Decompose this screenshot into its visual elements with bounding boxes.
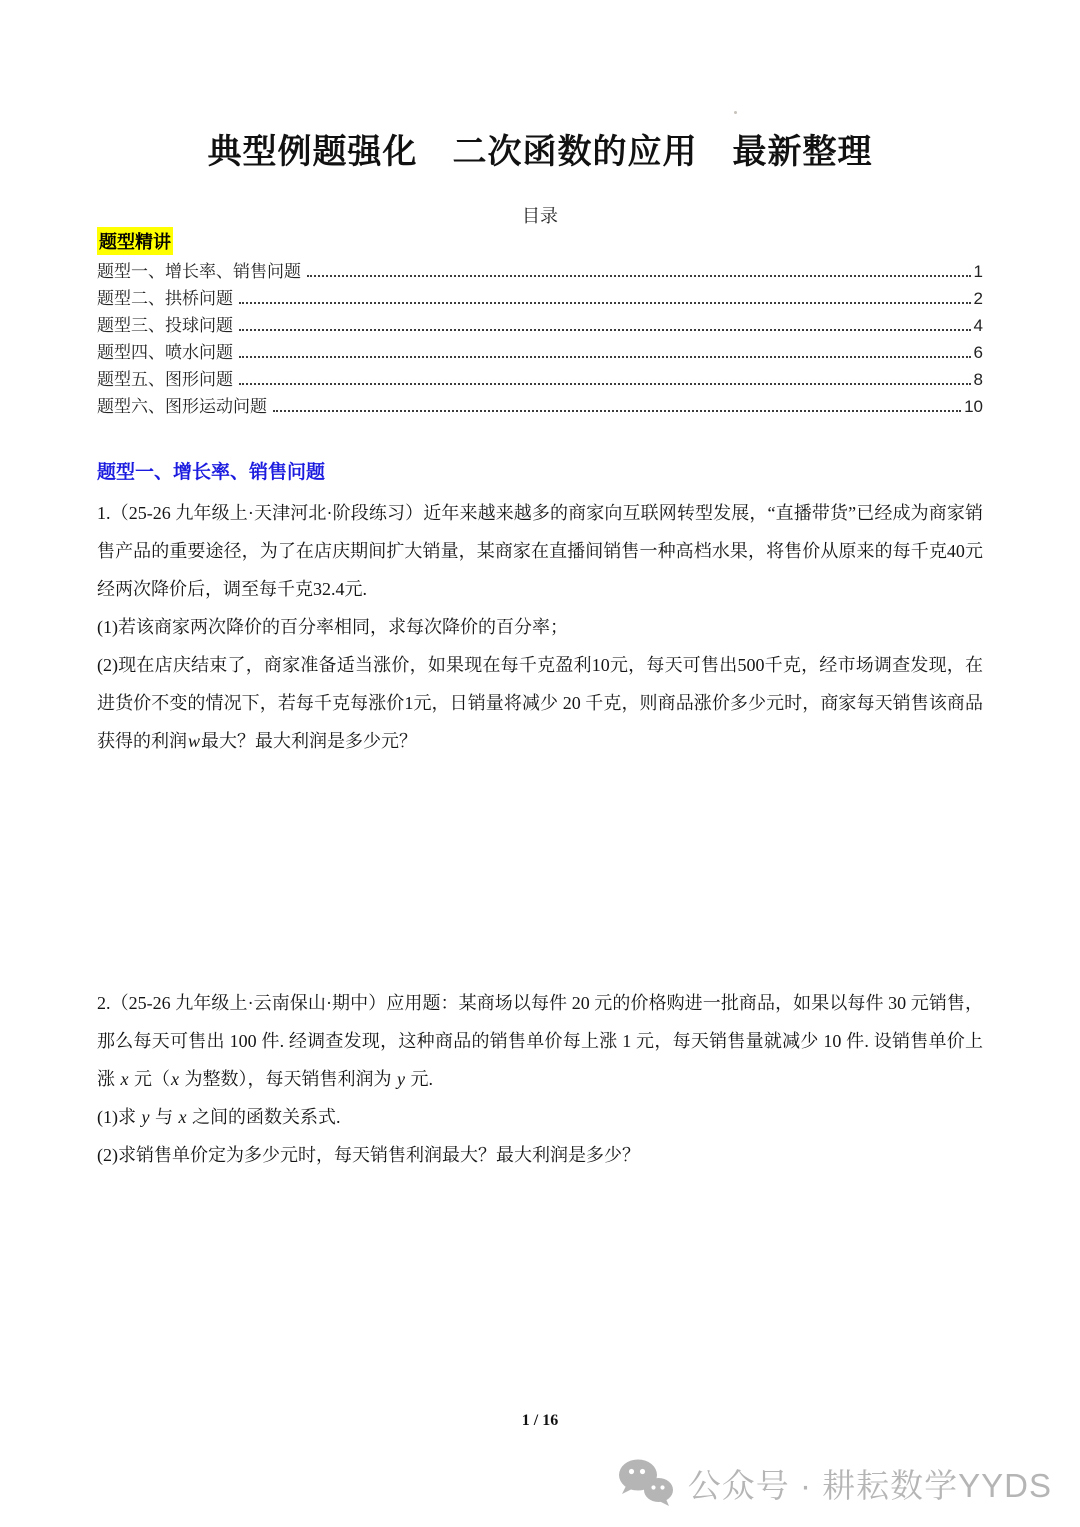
- toc-item-label: 题型三、投球问题: [97, 316, 233, 335]
- toc-dotted-leader: [239, 302, 971, 304]
- toc-page-number: 8: [973, 370, 983, 389]
- toc-page-number: 6: [973, 343, 983, 362]
- toc-dotted-leader: [273, 410, 961, 412]
- toc-item-3[interactable]: [97, 311, 983, 338]
- toc-item-1[interactable]: [97, 257, 983, 284]
- problem-1-part-1: (1)若该商家两次降价的百分率相同，求每次降价的百分率；: [97, 617, 568, 637]
- page-number-footer: 1 / 16: [521, 1412, 559, 1429]
- toc-page-number: 1: [973, 262, 983, 281]
- variable-x: x: [120, 1069, 129, 1089]
- toc-item-2[interactable]: [97, 284, 983, 311]
- toc-page-number: 4: [973, 316, 983, 335]
- toc-dotted-leader: [239, 383, 971, 385]
- toc-item-label: 题型一、增长率、销售问题: [97, 262, 301, 281]
- problem-1: [97, 494, 983, 760]
- problem-1-part-2: (2)现在店庆结束了，商家准备适当涨价，如果现在每千克盈利10元，每天可售出500千克，经市场调查发现，在进货价不变的情况下，若每千克每涨价1元，日销量将减少 20 千克，则商品涨价多少元时，商家每天销售该商品获得的利润w最大？最大利润是多少元？: [97, 655, 983, 751]
- stray-dot: [734, 111, 737, 114]
- problem-2-part-1: (1)求 y 与 x 之间的函数关系式.: [97, 1107, 341, 1127]
- toc-page-number: 2: [973, 289, 983, 308]
- wechat-icon: [614, 1458, 676, 1508]
- variable-y: y: [397, 1069, 405, 1089]
- toc-item-label: 题型六、图形运动问题: [97, 397, 267, 416]
- problem-1-intro: 1.（25-26 九年级上·天津河北·阶段练习）近年来越来越多的商家向互联网转型发展，“直播带货”已经成为商家销售产品的重要途径，为了在店庆期间扩大销量，某商家在直播间销售一种高档水果，将售价从原来的每千克40元经两次降价后，调至每千克32.4元.: [97, 503, 983, 599]
- problem-2-intro: 2.（25-26 九年级上·云南保山·期中）应用题：某商场以每件 20 元的价格购进一批商品，如果以每件 30 元销售，那么每天可售出 100 件. 经调查发现，这种商品的销售单价每上涨 1 元，每天销售量就减少 10 件. 设销售单价上涨 x 元（x 为整数），每天销售利润为 y 元.: [97, 993, 983, 1089]
- toc-dotted-leader: [239, 356, 971, 358]
- toc-item-label: 题型五、图形问题: [97, 370, 233, 389]
- toc-item-4[interactable]: [97, 338, 983, 365]
- problem-2-part-2: (2)求销售单价定为多少元时，每天销售利润最大？最大利润是多少？: [97, 1145, 640, 1165]
- toc-dotted-leader: [307, 275, 971, 277]
- variable-w: w: [188, 731, 201, 751]
- variable-y: y: [141, 1107, 150, 1127]
- page-title: 典型例题强化 二次函数的应用 最新整理: [207, 133, 873, 171]
- problem-2: [97, 984, 983, 1174]
- toc-item-5[interactable]: [97, 365, 983, 392]
- variable-x: x: [171, 1069, 179, 1089]
- table-of-contents: [97, 257, 983, 419]
- section-heading-type-1: 题型一、增长率、销售问题: [97, 462, 326, 483]
- toc-item-6[interactable]: [97, 392, 983, 419]
- toc-item-label: 题型二、拱桥问题: [97, 289, 233, 308]
- wechat-watermark: [614, 1458, 1052, 1508]
- variable-x: x: [178, 1107, 187, 1127]
- watermark-label: 公众号 · 耕耘数学YYDS: [687, 1466, 1052, 1504]
- toc-caption: 目录: [522, 206, 558, 226]
- toc-item-label: 题型四、喷水问题: [97, 343, 233, 362]
- toc-section-label: 题型精讲: [97, 227, 173, 255]
- toc-dotted-leader: [239, 329, 971, 331]
- toc-page-number: 10: [964, 397, 983, 416]
